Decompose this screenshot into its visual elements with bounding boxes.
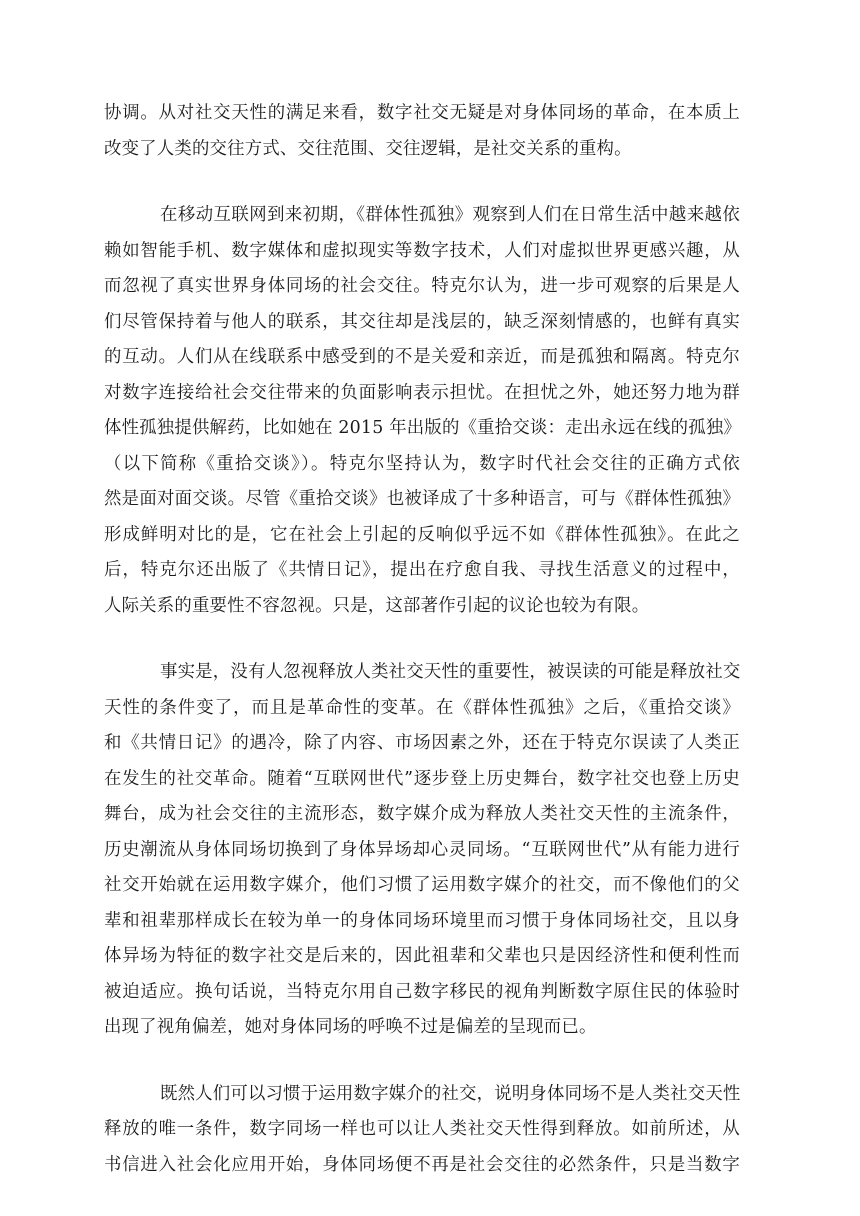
text-line: 们尽管保持着与他人的联系，其交往却是浅层的，缺乏深刻情感的，也鲜有真实 [104, 311, 740, 332]
text-line: 既然人们可以习惯于运用数字媒介的社交，说明身体同场不是人类社交天性 [160, 1083, 741, 1104]
text-line: 体性孤独提供解药，比如她在 2015 年出版的《重拾交谈：走出永远在线的孤独》 [104, 418, 742, 438]
text-line: 书信进入社会化应用开始，身体同场便不再是社会交往的必然条件，只是当数字 [104, 1154, 740, 1175]
text-line: 体异场为特征的数字社交是后来的，因此祖辈和父辈也只是因经济性和便利性而 [104, 946, 740, 966]
text-line: 人际关系的重要性不容忽视。只是，这部著作引起的议论也较为有限。 [104, 595, 650, 616]
paragraph-1 [104, 96, 740, 167]
text-line: 协调。从对社交天性的满足来看，数字社交无疑是对身体同场的革命，在本质上 [104, 103, 740, 123]
text-line: 历史潮流从身体同场切换到了身体异场却心灵同场。“互联网世代”从有能力进行 [104, 839, 740, 860]
text-line: 天性的条件变了，而且是革命性的变革。在《群体性孤独》之后，《重拾交谈》 [104, 697, 740, 718]
text-line: 后，特克尔还出版了《共情日记》，提出在疗愈自我、寻找生活意义的过程中， [104, 560, 740, 580]
text-line: 然是面对面交谈。尽管《重拾交谈》也被译成了十多种语言，可与《群体性孤独》 [104, 489, 740, 509]
text-line: 社交开始就在运用数字媒介，他们习惯了运用数字媒介的社交，而不像他们的父 [104, 875, 740, 895]
text-line: 的互动。人们从在线联系中感受到的不是关爱和亲近，而是孤独和隔离。特克尔 [104, 347, 740, 367]
paragraph-3 [104, 655, 740, 1046]
text-line: 释放的唯一条件，数字同场一样也可以让人类社交天性得到释放。如前所述，从 [104, 1119, 740, 1139]
text-line: 改变了人类的交往方式、交往范围、交往逻辑，是社交关系的重构。 [104, 138, 632, 159]
document-page [104, 96, 740, 1183]
text-line: 形成鲜明对比的是，它在社会上引起的反响似乎远不如《群体性孤独》。在此之 [104, 524, 740, 545]
text-line: 被迫适应。换句话说，当特克尔用自己数字移民的视角判断数字原住民的体验时 [104, 981, 740, 1002]
text-line: 舞台，成为社会交往的主流形态，数字媒介成为释放人类社交天性的主流条件， [104, 804, 740, 824]
text-line: 和《共情日记》的遇冷，除了内容、市场因素之外，还在于特克尔误读了人类正 [104, 733, 740, 753]
text-line: 而忽视了真实世界身体同场的社会交往。特克尔认为，进一步可观察的后果是人 [104, 276, 740, 296]
text-line: 赖如智能手机、数字媒体和虚拟现实等数字技术，人们对虚拟世界更感兴趣，从 [104, 240, 740, 261]
text-line: 事实是，没有人忽视释放人类社交天性的重要性，被误读的可能是释放社交 [160, 662, 741, 682]
text-line: 辈和祖辈那样成长在较为单一的身体同场环境里而习惯于身体同场社交，且以身 [104, 910, 740, 931]
paragraph-2 [104, 198, 740, 624]
text-line: 在移动互联网到来初期，《群体性孤独》观察到人们在日常生活中越来越依 [160, 205, 740, 225]
text-line: （以下简称《重拾交谈》）。特克尔坚持认为，数字时代社会交往的正确方式依 [104, 453, 740, 474]
text-line: 对数字连接给社会交往带来的负面影响表示担忧。在担忧之外，她还努力地为群 [104, 382, 740, 403]
text-line: 在发生的社交革命。随着“互联网世代”逐步登上历史舞台，数字社交也登上历史 [104, 768, 740, 789]
text-line: 出现了视角偏差，她对身体同场的呼唤不过是偏差的呈现而已。 [104, 1017, 597, 1037]
paragraph-4 [104, 1077, 740, 1184]
